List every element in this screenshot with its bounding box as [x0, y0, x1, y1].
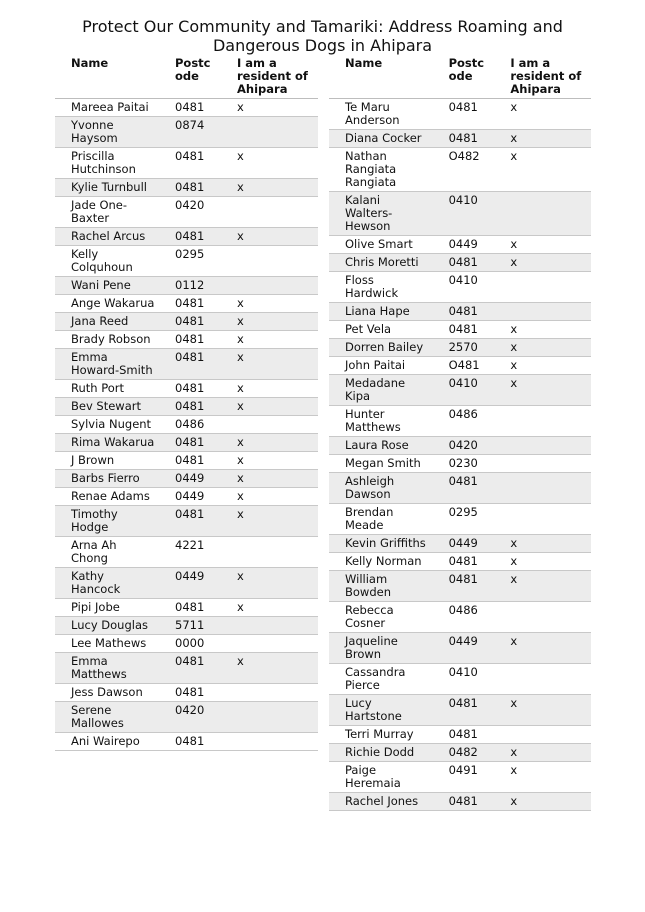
cell-name: Hunter Matthews — [329, 406, 433, 437]
cell-postcode: 0449 — [433, 236, 499, 254]
table-row — [329, 793, 591, 811]
cell-name: Jana Reed — [55, 313, 159, 331]
cell-name: Jade One-Baxter — [55, 197, 159, 228]
cell-resident: x — [225, 568, 318, 599]
cell-name: Kathy Hancock — [55, 568, 159, 599]
cell-postcode: 0410 — [433, 192, 499, 236]
cell-name: Laura Rose — [329, 437, 433, 455]
cell-resident — [225, 277, 318, 295]
cell-name: Brady Robson — [55, 331, 159, 349]
cell-name: Terri Murray — [329, 726, 433, 744]
signatures-table-right — [329, 55, 591, 811]
table-row — [55, 488, 318, 506]
cell-postcode: 0420 — [159, 197, 225, 228]
header-resident: I am a resident of Ahipara — [498, 55, 591, 99]
table-row — [55, 452, 318, 470]
cell-resident: x — [225, 452, 318, 470]
cell-name: Megan Smith — [329, 455, 433, 473]
cell-name: William Bowden — [329, 571, 433, 602]
table-row — [329, 633, 591, 664]
table-row — [55, 470, 318, 488]
table-row — [329, 192, 591, 236]
cell-postcode: 0295 — [159, 246, 225, 277]
cell-resident — [498, 504, 591, 535]
table-row — [55, 197, 318, 228]
header-name: Name — [55, 55, 159, 99]
cell-name: Timothy Hodge — [55, 506, 159, 537]
cell-resident: x — [498, 375, 591, 406]
table-row — [329, 762, 591, 793]
cell-name: Cassandra Pierce — [329, 664, 433, 695]
cell-name: Nathan Rangiata Rangiata — [329, 148, 433, 192]
cell-resident: x — [498, 762, 591, 793]
cell-name: Emma Howard-Smith — [55, 349, 159, 380]
cell-resident: x — [225, 313, 318, 331]
cell-postcode: 0486 — [433, 602, 499, 633]
table-row — [329, 254, 591, 272]
cell-postcode: 0481 — [433, 254, 499, 272]
table-row — [55, 277, 318, 295]
cell-resident: x — [225, 179, 318, 197]
cell-resident: x — [498, 553, 591, 571]
cell-name: Rachel Arcus — [55, 228, 159, 246]
cell-resident — [225, 702, 318, 733]
cell-name: Rima Wakarua — [55, 434, 159, 452]
cell-name: Priscilla Hutchinson — [55, 148, 159, 179]
cell-postcode: 0410 — [433, 272, 499, 303]
cell-name: Yvonne Haysom — [55, 117, 159, 148]
header-postcode: Postc ode — [433, 55, 499, 99]
table-row — [55, 349, 318, 380]
cell-name: Wani Pene — [55, 277, 159, 295]
cell-postcode: 0420 — [159, 702, 225, 733]
cell-resident: x — [225, 331, 318, 349]
cell-resident — [498, 455, 591, 473]
cell-resident — [225, 537, 318, 568]
table-row — [329, 504, 591, 535]
header-resident: I am a resident of Ahipara — [225, 55, 318, 99]
table-row — [329, 148, 591, 192]
cell-name: Serene Mallowes — [55, 702, 159, 733]
cell-postcode: 0481 — [159, 684, 225, 702]
cell-postcode: 0486 — [433, 406, 499, 437]
cell-postcode: 0481 — [433, 473, 499, 504]
cell-resident: x — [498, 321, 591, 339]
cell-name: Kelly Norman — [329, 553, 433, 571]
cell-name: Floss Hardwick — [329, 272, 433, 303]
table-row — [55, 295, 318, 313]
cell-resident — [225, 635, 318, 653]
cell-name: Dorren Bailey — [329, 339, 433, 357]
table-row — [329, 437, 591, 455]
cell-resident: x — [225, 653, 318, 684]
header-row — [55, 55, 318, 99]
table-row — [329, 130, 591, 148]
header-row — [329, 55, 591, 99]
cell-resident: x — [225, 488, 318, 506]
cell-postcode: 0449 — [159, 568, 225, 599]
cell-name: Ani Wairepo — [55, 733, 159, 751]
table-row — [329, 535, 591, 553]
cell-resident: x — [498, 357, 591, 375]
cell-postcode: O481 — [433, 357, 499, 375]
table-row — [55, 313, 318, 331]
cell-resident: x — [498, 571, 591, 602]
table-row — [55, 537, 318, 568]
cell-resident — [498, 664, 591, 695]
cell-resident — [225, 117, 318, 148]
cell-name: Mareea Paitai — [55, 99, 159, 117]
cell-name: Renae Adams — [55, 488, 159, 506]
cell-resident: x — [498, 99, 591, 130]
table-row — [55, 617, 318, 635]
cell-name: Kylie Turnbull — [55, 179, 159, 197]
cell-postcode: 0481 — [159, 295, 225, 313]
table-row — [55, 398, 318, 416]
cell-resident: x — [498, 236, 591, 254]
table-row — [55, 568, 318, 599]
cell-resident — [225, 617, 318, 635]
table-row — [329, 602, 591, 633]
cell-resident: x — [498, 339, 591, 357]
cell-name: Sylvia Nugent — [55, 416, 159, 434]
cell-name: Richie Dodd — [329, 744, 433, 762]
cell-resident — [498, 602, 591, 633]
cell-postcode: 0449 — [159, 470, 225, 488]
cell-resident: x — [225, 295, 318, 313]
cell-postcode: 0874 — [159, 117, 225, 148]
cell-name: Rachel Jones — [329, 793, 433, 811]
table-row — [329, 321, 591, 339]
table-row — [329, 455, 591, 473]
cell-postcode: 0449 — [433, 535, 499, 553]
cell-resident — [225, 197, 318, 228]
cell-postcode: 0449 — [159, 488, 225, 506]
cell-postcode: 0481 — [433, 571, 499, 602]
cell-postcode: 0481 — [159, 313, 225, 331]
table-row — [55, 702, 318, 733]
cell-name: Lee Mathews — [55, 635, 159, 653]
cell-resident: x — [498, 535, 591, 553]
cell-resident: x — [225, 228, 318, 246]
table-row — [55, 599, 318, 617]
cell-postcode: 0481 — [159, 331, 225, 349]
cell-postcode: 0481 — [159, 398, 225, 416]
cell-name: Ruth Port — [55, 380, 159, 398]
cell-postcode: O482 — [433, 148, 499, 192]
cell-name: Pet Vela — [329, 321, 433, 339]
cell-name: Jess Dawson — [55, 684, 159, 702]
cell-postcode: 5711 — [159, 617, 225, 635]
cell-resident — [225, 246, 318, 277]
cell-name: Ange Wakarua — [55, 295, 159, 313]
cell-name: Arna Ah Chong — [55, 537, 159, 568]
cell-postcode: 0481 — [433, 553, 499, 571]
cell-postcode: 0000 — [159, 635, 225, 653]
cell-resident — [225, 684, 318, 702]
table-row — [329, 473, 591, 504]
cell-resident: x — [498, 744, 591, 762]
cell-name: Brendan Meade — [329, 504, 433, 535]
table-row — [329, 571, 591, 602]
cell-name: Liana Hape — [329, 303, 433, 321]
table-row — [55, 246, 318, 277]
table-row — [55, 380, 318, 398]
table-row — [329, 375, 591, 406]
cell-postcode: 0481 — [159, 599, 225, 617]
cell-postcode: 0112 — [159, 277, 225, 295]
cell-postcode: 2570 — [433, 339, 499, 357]
cell-resident: x — [498, 254, 591, 272]
cell-resident: x — [225, 148, 318, 179]
cell-name: Ashleigh Dawson — [329, 473, 433, 504]
cell-postcode: 0481 — [159, 434, 225, 452]
cell-postcode: 0449 — [433, 633, 499, 664]
table-row — [329, 744, 591, 762]
cell-postcode: 0481 — [159, 179, 225, 197]
cell-name: Emma Matthews — [55, 653, 159, 684]
cell-postcode: 0410 — [433, 664, 499, 695]
cell-postcode: 0481 — [433, 303, 499, 321]
table-row — [329, 339, 591, 357]
cell-resident — [498, 272, 591, 303]
cell-name: Pipi Jobe — [55, 599, 159, 617]
cell-resident: x — [225, 99, 318, 117]
table-row — [329, 357, 591, 375]
cell-name: Medadane Kipa — [329, 375, 433, 406]
cell-name: Olive Smart — [329, 236, 433, 254]
cell-postcode: 0481 — [159, 452, 225, 470]
table-row — [55, 506, 318, 537]
cell-name: Diana Cocker — [329, 130, 433, 148]
table-row — [55, 99, 318, 117]
cell-name: Te Maru Anderson — [329, 99, 433, 130]
cell-postcode: 0481 — [433, 99, 499, 130]
cell-resident — [498, 303, 591, 321]
cell-resident — [225, 733, 318, 751]
table-row — [55, 331, 318, 349]
cell-resident — [498, 473, 591, 504]
cell-resident: x — [498, 793, 591, 811]
table-row — [55, 148, 318, 179]
table-row — [329, 406, 591, 437]
cell-postcode: 0481 — [159, 148, 225, 179]
cell-resident: x — [225, 434, 318, 452]
table-row — [55, 635, 318, 653]
table-row — [329, 664, 591, 695]
table-row — [329, 695, 591, 726]
cell-postcode: 0481 — [159, 349, 225, 380]
cell-name: Kevin Griffiths — [329, 535, 433, 553]
table-row — [329, 553, 591, 571]
table-row — [55, 117, 318, 148]
cell-name: J Brown — [55, 452, 159, 470]
table-row — [329, 726, 591, 744]
table-row — [55, 228, 318, 246]
cell-postcode: 0481 — [159, 653, 225, 684]
cell-postcode: 0410 — [433, 375, 499, 406]
table-row — [55, 416, 318, 434]
cell-name: John Paitai — [329, 357, 433, 375]
cell-name: Lucy Hartstone — [329, 695, 433, 726]
cell-resident: x — [225, 398, 318, 416]
cell-resident: x — [498, 633, 591, 664]
cell-postcode: 0481 — [159, 228, 225, 246]
header-postcode: Postc ode — [159, 55, 225, 99]
cell-postcode: 0481 — [433, 793, 499, 811]
cell-resident: x — [225, 599, 318, 617]
cell-resident — [225, 416, 318, 434]
table-row — [55, 653, 318, 684]
cell-resident: x — [225, 506, 318, 537]
cell-postcode: 4221 — [159, 537, 225, 568]
cell-resident: x — [225, 470, 318, 488]
cell-postcode: 0491 — [433, 762, 499, 793]
cell-name: Kelly Colquhoun — [55, 246, 159, 277]
cell-resident — [498, 406, 591, 437]
cell-postcode: 0481 — [433, 321, 499, 339]
table-row — [329, 303, 591, 321]
cell-resident: x — [225, 380, 318, 398]
cell-name: Bev Stewart — [55, 398, 159, 416]
cell-resident — [498, 726, 591, 744]
cell-postcode: 0230 — [433, 455, 499, 473]
table-row — [55, 733, 318, 751]
cell-name: Paige Heremaia — [329, 762, 433, 793]
cell-resident: x — [498, 130, 591, 148]
cell-resident: x — [498, 695, 591, 726]
table-row — [55, 434, 318, 452]
cell-name: Kalani Walters-Hewson — [329, 192, 433, 236]
cell-postcode: 0481 — [433, 130, 499, 148]
cell-postcode: 0482 — [433, 744, 499, 762]
table-row — [329, 236, 591, 254]
cell-resident: x — [498, 148, 591, 192]
cell-name: Rebecca Cosner — [329, 602, 433, 633]
table-row — [329, 272, 591, 303]
cell-postcode: 0481 — [159, 733, 225, 751]
cell-resident — [498, 437, 591, 455]
page-title: Protect Our Community and Tamariki: Address Roaming and Dangerous Dogs in Ahipara — [82, 17, 563, 55]
cell-postcode: 0481 — [159, 506, 225, 537]
cell-name: Barbs Fierro — [55, 470, 159, 488]
cell-postcode: 0481 — [159, 99, 225, 117]
cell-postcode: 0481 — [433, 726, 499, 744]
cell-postcode: 0481 — [433, 695, 499, 726]
cell-postcode: 0420 — [433, 437, 499, 455]
cell-resident: x — [225, 349, 318, 380]
cell-name: Lucy Douglas — [55, 617, 159, 635]
signatures-table-left — [55, 55, 318, 751]
table-row — [329, 99, 591, 130]
cell-resident — [498, 192, 591, 236]
cell-name: Chris Moretti — [329, 254, 433, 272]
table-row — [55, 684, 318, 702]
cell-postcode: 0486 — [159, 416, 225, 434]
cell-name: Jaqueline Brown — [329, 633, 433, 664]
cell-postcode: 0481 — [159, 380, 225, 398]
table-row — [55, 179, 318, 197]
header-name: Name — [329, 55, 433, 99]
cell-postcode: 0295 — [433, 504, 499, 535]
